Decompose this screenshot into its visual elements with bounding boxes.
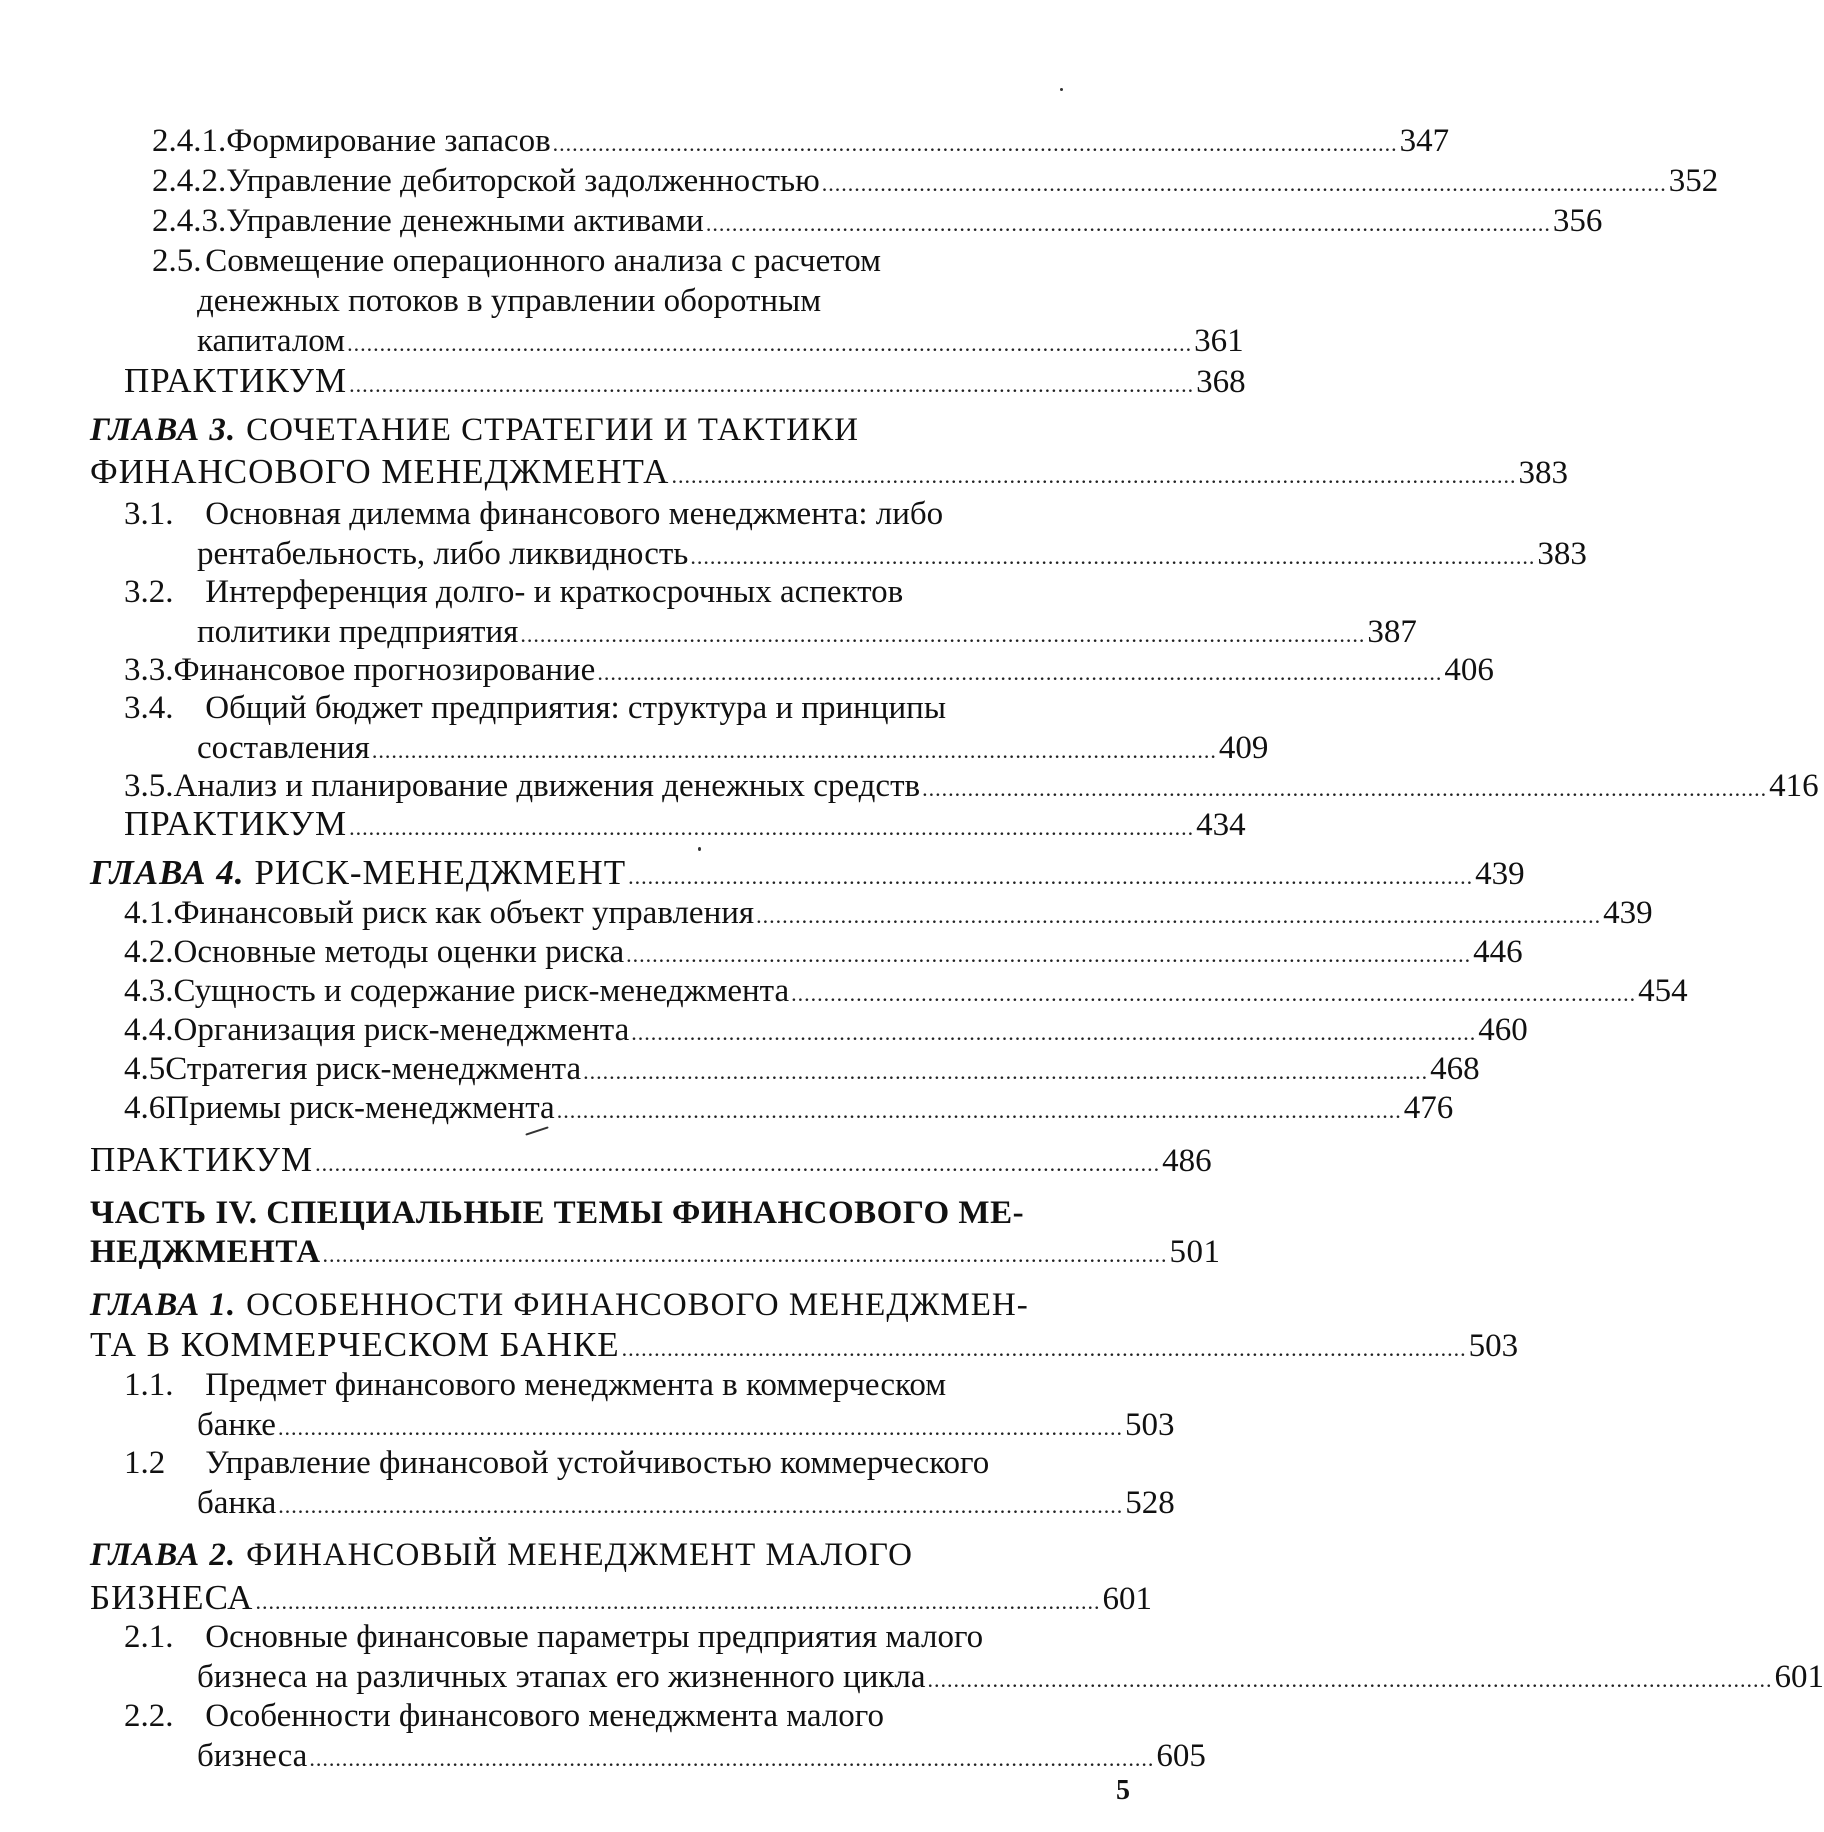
chapter-heading — [90, 1325, 1519, 1365]
section-title: составления — [197, 730, 370, 766]
part-heading-line — [90, 1193, 1024, 1233]
leader-dots: .................................................................................................................................. — [349, 372, 1195, 397]
toc-entry-line — [124, 494, 943, 534]
section-number: 3.4. — [124, 690, 174, 726]
page-ref: 439 — [1603, 895, 1653, 931]
chapter-title: ФИНАНСОВЫЙ МЕНЕДЖМЕНТ МАЛОГО — [246, 1537, 913, 1573]
leader-dots: .................................................................................................................................. — [791, 981, 1637, 1006]
section-title: ПРАКТИКУМ — [124, 804, 348, 843]
section-title: Основные финансовые параметры предприятия малого — [205, 1619, 984, 1655]
chapter-heading — [90, 452, 1568, 492]
chapter-label: ГЛАВА 4. — [90, 853, 245, 892]
chapter-label: ГЛАВА 3. — [90, 412, 237, 448]
section-number: 3.3. — [124, 652, 174, 688]
part-heading — [90, 1232, 1221, 1272]
section-title: Управление финансовой устойчивостью коммерческого — [205, 1445, 990, 1481]
scan-speck — [1060, 88, 1063, 91]
chapter-label: ГЛАВА 1. — [90, 1287, 237, 1323]
toc-entry-line — [124, 572, 903, 612]
chapter-title: ТА В КОММЕРЧЕСКОМ БАНКЕ — [90, 1325, 620, 1364]
toc-entry-line — [124, 1696, 884, 1736]
chapter-title: СОЧЕТАНИЕ СТРАТЕГИИ И ТАКТИКИ — [246, 412, 859, 448]
section-title: Анализ и планирование движения денежных средств — [173, 768, 921, 804]
leader-dots: .................................................................................................................................. — [671, 463, 1517, 488]
section-title: денежных потоков в управлении оборотным — [197, 283, 822, 319]
toc-entry — [124, 361, 1246, 401]
toc-entry — [197, 728, 1269, 768]
toc-entry — [124, 1088, 1454, 1128]
page-ref: 409 — [1218, 730, 1269, 766]
section-number: 2.1. — [124, 1619, 174, 1655]
toc-entry — [152, 201, 1603, 241]
section-title: Основные методы оценки риска — [173, 934, 625, 970]
section-title: Управление денежными активами — [226, 203, 704, 239]
toc-entry — [124, 1010, 1528, 1050]
leader-dots: .................................................................................................................................. — [922, 776, 1768, 801]
leader-dots: .................................................................................................................................. — [597, 660, 1443, 685]
leader-dots: .................................................................................................................................. — [520, 622, 1366, 647]
page-ref: 347 — [1399, 123, 1450, 159]
toc-entry-line — [124, 688, 946, 728]
section-title: ПРАКТИКУМ — [124, 361, 348, 400]
chapter-heading-line — [90, 1535, 913, 1575]
section-title: рентабельность, либо ликвидность — [197, 536, 689, 572]
section-title: банке — [197, 1407, 276, 1443]
toc-entry — [124, 766, 1819, 806]
part-title: НЕДЖМЕНТА — [90, 1234, 321, 1270]
toc-entry — [124, 893, 1653, 933]
page-ref: 460 — [1478, 1012, 1528, 1048]
toc-entry — [197, 321, 1244, 361]
toc-entry-line — [124, 1617, 983, 1657]
toc-entry — [197, 1657, 1824, 1697]
section-title: Основная дилемма финансового менеджмента: либо — [205, 496, 944, 532]
section-number: 3.5. — [124, 768, 174, 804]
chapter-title: ФИНАНСОВОГО МЕНЕДЖМЕНТА — [90, 452, 670, 491]
section-title: ПРАКТИКУМ — [90, 1140, 314, 1179]
chapter-title: БИЗНЕСА — [90, 1578, 254, 1617]
page-ref: 503 — [1468, 1328, 1519, 1364]
section-number: 2.4.2. — [152, 163, 227, 199]
toc-entry — [124, 650, 1494, 690]
section-number: 1.1. — [124, 1367, 174, 1403]
section-number: 4.4. — [124, 1012, 174, 1048]
chapter-label: ГЛАВА 2. — [90, 1537, 237, 1573]
page-number: 5 — [1116, 1775, 1130, 1806]
toc-entry — [124, 932, 1523, 972]
leader-dots: .................................................................................................................................. — [347, 331, 1193, 356]
part-title: ЧАСТЬ IV. СПЕЦИАЛЬНЫЕ ТЕМЫ ФИНАНСОВОГО МЕ- — [90, 1195, 1025, 1231]
toc-entry — [124, 971, 1688, 1011]
toc-entry — [124, 1049, 1480, 1089]
page-ref: 439 — [1475, 856, 1525, 892]
section-title: капиталом — [197, 323, 346, 359]
page-ref: 605 — [1156, 1738, 1206, 1774]
section-title: Финансовое прогнозирование — [173, 652, 596, 688]
section-title: Интерференция долго- и краткосрочных аспектов — [205, 574, 904, 610]
page-ref: 383 — [1537, 536, 1587, 572]
leader-dots: .................................................................................................................................. — [628, 864, 1474, 889]
leader-dots: .................................................................................................................................. — [583, 1059, 1429, 1084]
section-title: Организация риск-менеджмента — [173, 1012, 630, 1048]
toc-entry-line — [197, 281, 821, 321]
page-ref: 361 — [1194, 323, 1244, 359]
leader-dots: .................................................................................................................................. — [927, 1667, 1773, 1692]
toc-entry — [197, 534, 1587, 574]
toc-entry — [197, 612, 1417, 652]
page-ref: 434 — [1196, 807, 1246, 843]
section-number: 4.5 — [124, 1051, 166, 1087]
toc-entry-line — [124, 1443, 989, 1483]
chapter-heading-line — [90, 410, 859, 450]
page-ref: 454 — [1638, 973, 1688, 1009]
toc-entry — [90, 1140, 1212, 1180]
section-number: 4.2. — [124, 934, 174, 970]
page-ref: 406 — [1444, 652, 1494, 688]
chapter-title: ОСОБЕННОСТИ ФИНАНСОВОГО МЕНЕДЖМЕН- — [246, 1287, 1029, 1323]
toc-entry — [197, 1405, 1175, 1445]
section-title: банка — [197, 1485, 277, 1521]
leader-dots: .................................................................................................................................. — [690, 544, 1536, 569]
toc-entry — [197, 1483, 1175, 1523]
leader-dots: .................................................................................................................................. — [278, 1493, 1124, 1518]
page-ref: 601 — [1102, 1581, 1152, 1617]
section-title: Особенности финансового менеджмента малого — [205, 1698, 885, 1734]
section-number: 1.2 — [124, 1445, 166, 1481]
page-ref: 352 — [1668, 163, 1719, 199]
page-ref: 528 — [1125, 1485, 1175, 1521]
leader-dots: .................................................................................................................................. — [631, 1020, 1477, 1045]
leader-dots: .................................................................................................................................. — [705, 211, 1551, 236]
page-ref: 383 — [1518, 455, 1568, 491]
toc-entry — [152, 161, 1719, 201]
section-number: 2.4.3. — [152, 203, 227, 239]
section-title: политики предприятия — [197, 614, 519, 650]
section-title: Формирование запасов — [226, 123, 551, 159]
leader-dots: .................................................................................................................................. — [315, 1151, 1161, 1176]
page-ref: 387 — [1367, 614, 1417, 650]
section-title: Финансовый риск как объект управления — [173, 895, 755, 931]
page-ref: 356 — [1552, 203, 1603, 239]
page-ref: 501 — [1169, 1234, 1221, 1270]
toc-entry-line — [152, 241, 881, 281]
page-ref: 476 — [1403, 1090, 1454, 1126]
leader-dots: .................................................................................................................................. — [371, 738, 1217, 763]
scan-speck — [698, 847, 701, 851]
section-title: Общий бюджет предприятия: структура и принципы — [205, 690, 946, 726]
leader-dots: .................................................................................................................................. — [255, 1589, 1101, 1614]
section-title: Сущность и содержание риск-менеджмента — [173, 973, 790, 1009]
leader-dots: .................................................................................................................................. — [756, 903, 1602, 928]
section-number: 2.5. — [152, 243, 202, 279]
page-ref: 601 — [1774, 1659, 1824, 1695]
toc-entry — [152, 121, 1450, 161]
leader-dots: .................................................................................................................................. — [626, 942, 1472, 967]
section-title: Предмет финансового менеджмента в коммерческом — [205, 1367, 947, 1403]
toc-entry-line — [124, 1365, 946, 1405]
page-ref: 446 — [1473, 934, 1523, 970]
page-ref: 468 — [1430, 1051, 1480, 1087]
section-title: бизнеса на различных этапах его жизненного цикла — [197, 1659, 926, 1695]
page-ref: 368 — [1196, 364, 1246, 400]
leader-dots: .................................................................................................................................. — [621, 1336, 1467, 1361]
section-number: 3.1. — [124, 496, 174, 532]
section-title: Приемы риск-менеджмента — [165, 1090, 555, 1126]
section-title: бизнеса — [197, 1738, 308, 1774]
leader-dots: .................................................................................................................................. — [556, 1098, 1402, 1123]
page-ref: 503 — [1124, 1407, 1175, 1443]
page-ref: 416 — [1769, 768, 1819, 804]
page-ref: 486 — [1162, 1143, 1212, 1179]
chapter-heading — [90, 1578, 1152, 1618]
leader-dots: .................................................................................................................................. — [277, 1415, 1123, 1440]
section-title: Стратегия риск-менеджмента — [165, 1051, 582, 1087]
leader-dots: .................................................................................................................................. — [322, 1242, 1168, 1267]
toc-entry — [197, 1736, 1206, 1776]
section-number: 4.3. — [124, 973, 174, 1009]
leader-dots: .................................................................................................................................. — [309, 1746, 1155, 1771]
section-number: 2.4.1. — [152, 123, 227, 159]
leader-dots: .................................................................................................................................. — [349, 815, 1195, 840]
leader-dots: .................................................................................................................................. — [821, 171, 1667, 196]
toc-entry — [124, 804, 1246, 844]
chapter-heading-line — [90, 1285, 1029, 1325]
section-title: Управление дебиторской задолженностью — [226, 163, 820, 199]
section-title: Совмещение операционного анализа с расчетом — [205, 243, 881, 279]
leader-dots: .................................................................................................................................. — [552, 131, 1398, 156]
chapter-heading — [90, 853, 1525, 893]
chapter-title: РИСК-МЕНЕДЖМЕНТ — [254, 853, 627, 892]
section-number: 4.1. — [124, 895, 174, 931]
section-number: 3.2. — [124, 574, 174, 610]
section-number: 2.2. — [124, 1698, 174, 1734]
section-number: 4.6 — [124, 1090, 166, 1126]
